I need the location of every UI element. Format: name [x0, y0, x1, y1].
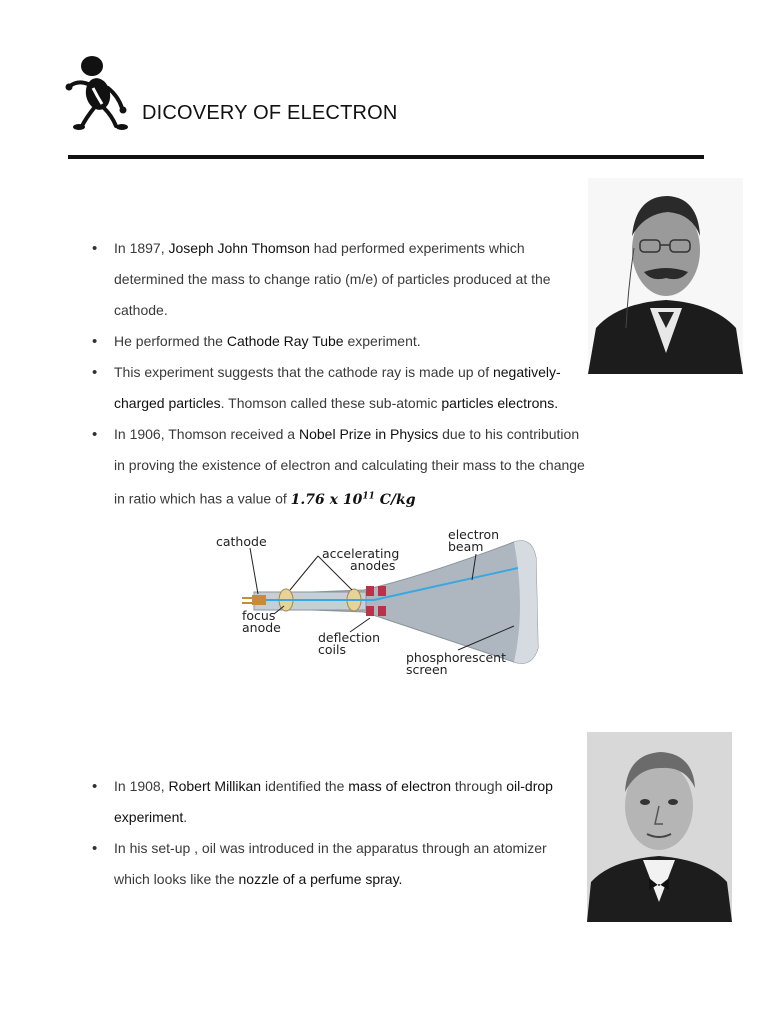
title-divider: [68, 155, 704, 159]
millikan-portrait: [587, 732, 732, 922]
diagram-label-anode: anode: [242, 620, 281, 635]
body-text: In 1908,: [114, 778, 169, 794]
emphasized-text: Cathode Ray Tube: [226, 333, 344, 349]
diagram-label-focus: focus: [242, 608, 276, 623]
emphasized-text: nozzle of a perfume spray.: [238, 871, 403, 887]
body-text: This experiment suggests that the cathode ray is made up of: [114, 364, 493, 380]
emphasized-text: Joseph John Thomson: [168, 240, 310, 256]
emphasized-text: particles electrons.: [441, 395, 559, 411]
body-text: In 1897,: [114, 240, 169, 256]
diagram-label-cathode: cathode: [216, 534, 267, 549]
body-text: In his set-up , oil was introduced in the apparatus through an atomizer which looks like the: [114, 840, 547, 887]
page-title: DICOVERY OF ELECTRON: [142, 102, 398, 124]
millikan-bullet-list: [90, 771, 560, 895]
emphasized-text: Robert Millikan: [168, 778, 262, 794]
bullet-item: [90, 419, 590, 516]
emphasized-text: oil-drop experiment: [114, 778, 553, 825]
body-text: experiment.: [343, 333, 421, 349]
bullet-item: [90, 833, 560, 895]
body-text: .: [183, 809, 188, 825]
diagram-label-anodes: anodes: [350, 558, 396, 573]
diagram-label-screen: screen: [406, 662, 448, 677]
body-text: through: [450, 778, 507, 794]
running-stick-figure-icon: [64, 54, 136, 136]
bullet-item: [90, 326, 590, 357]
body-text: identified the: [261, 778, 349, 794]
bullet-item: [90, 233, 590, 326]
diagram-label-coils: coils: [318, 642, 346, 657]
body-text: He performed the: [114, 333, 227, 349]
body-text: In 1906, Thomson received a: [114, 426, 299, 442]
cathode-ray-tube-diagram: [214, 528, 570, 678]
body-text: . Thomson called these sub-atomic: [220, 395, 442, 411]
diagram-label-electron: electron: [448, 528, 500, 542]
bullet-item: [90, 771, 560, 833]
bullet-item: [90, 357, 590, 419]
body-text: due to his contribution in proving the existence of electron and calculating their mass to the change in ratio which has a value of: [114, 426, 585, 507]
body-text: had performed experiments which determined the mass to change ratio (m/e) of particles produced at the cathode.: [114, 240, 551, 318]
emphasized-text: mass of electron: [348, 778, 451, 794]
emphasized-text: negatively-charged particles: [114, 364, 561, 411]
emphasized-text: Nobel Prize in Physics: [298, 426, 439, 442]
diagram-label-accelerating: accelerating: [322, 546, 400, 561]
diagram-label-beam: beam: [448, 539, 484, 554]
thomson-portrait: [588, 178, 743, 374]
thomson-bullet-list: [90, 233, 590, 516]
charge-to-mass-ratio-value: 1.76 x $10^{11}$ C/kg: [290, 491, 416, 508]
diagram-label-deflection: deflection: [318, 630, 381, 645]
diagram-label-phosphorescent: phosphorescent: [406, 650, 506, 665]
